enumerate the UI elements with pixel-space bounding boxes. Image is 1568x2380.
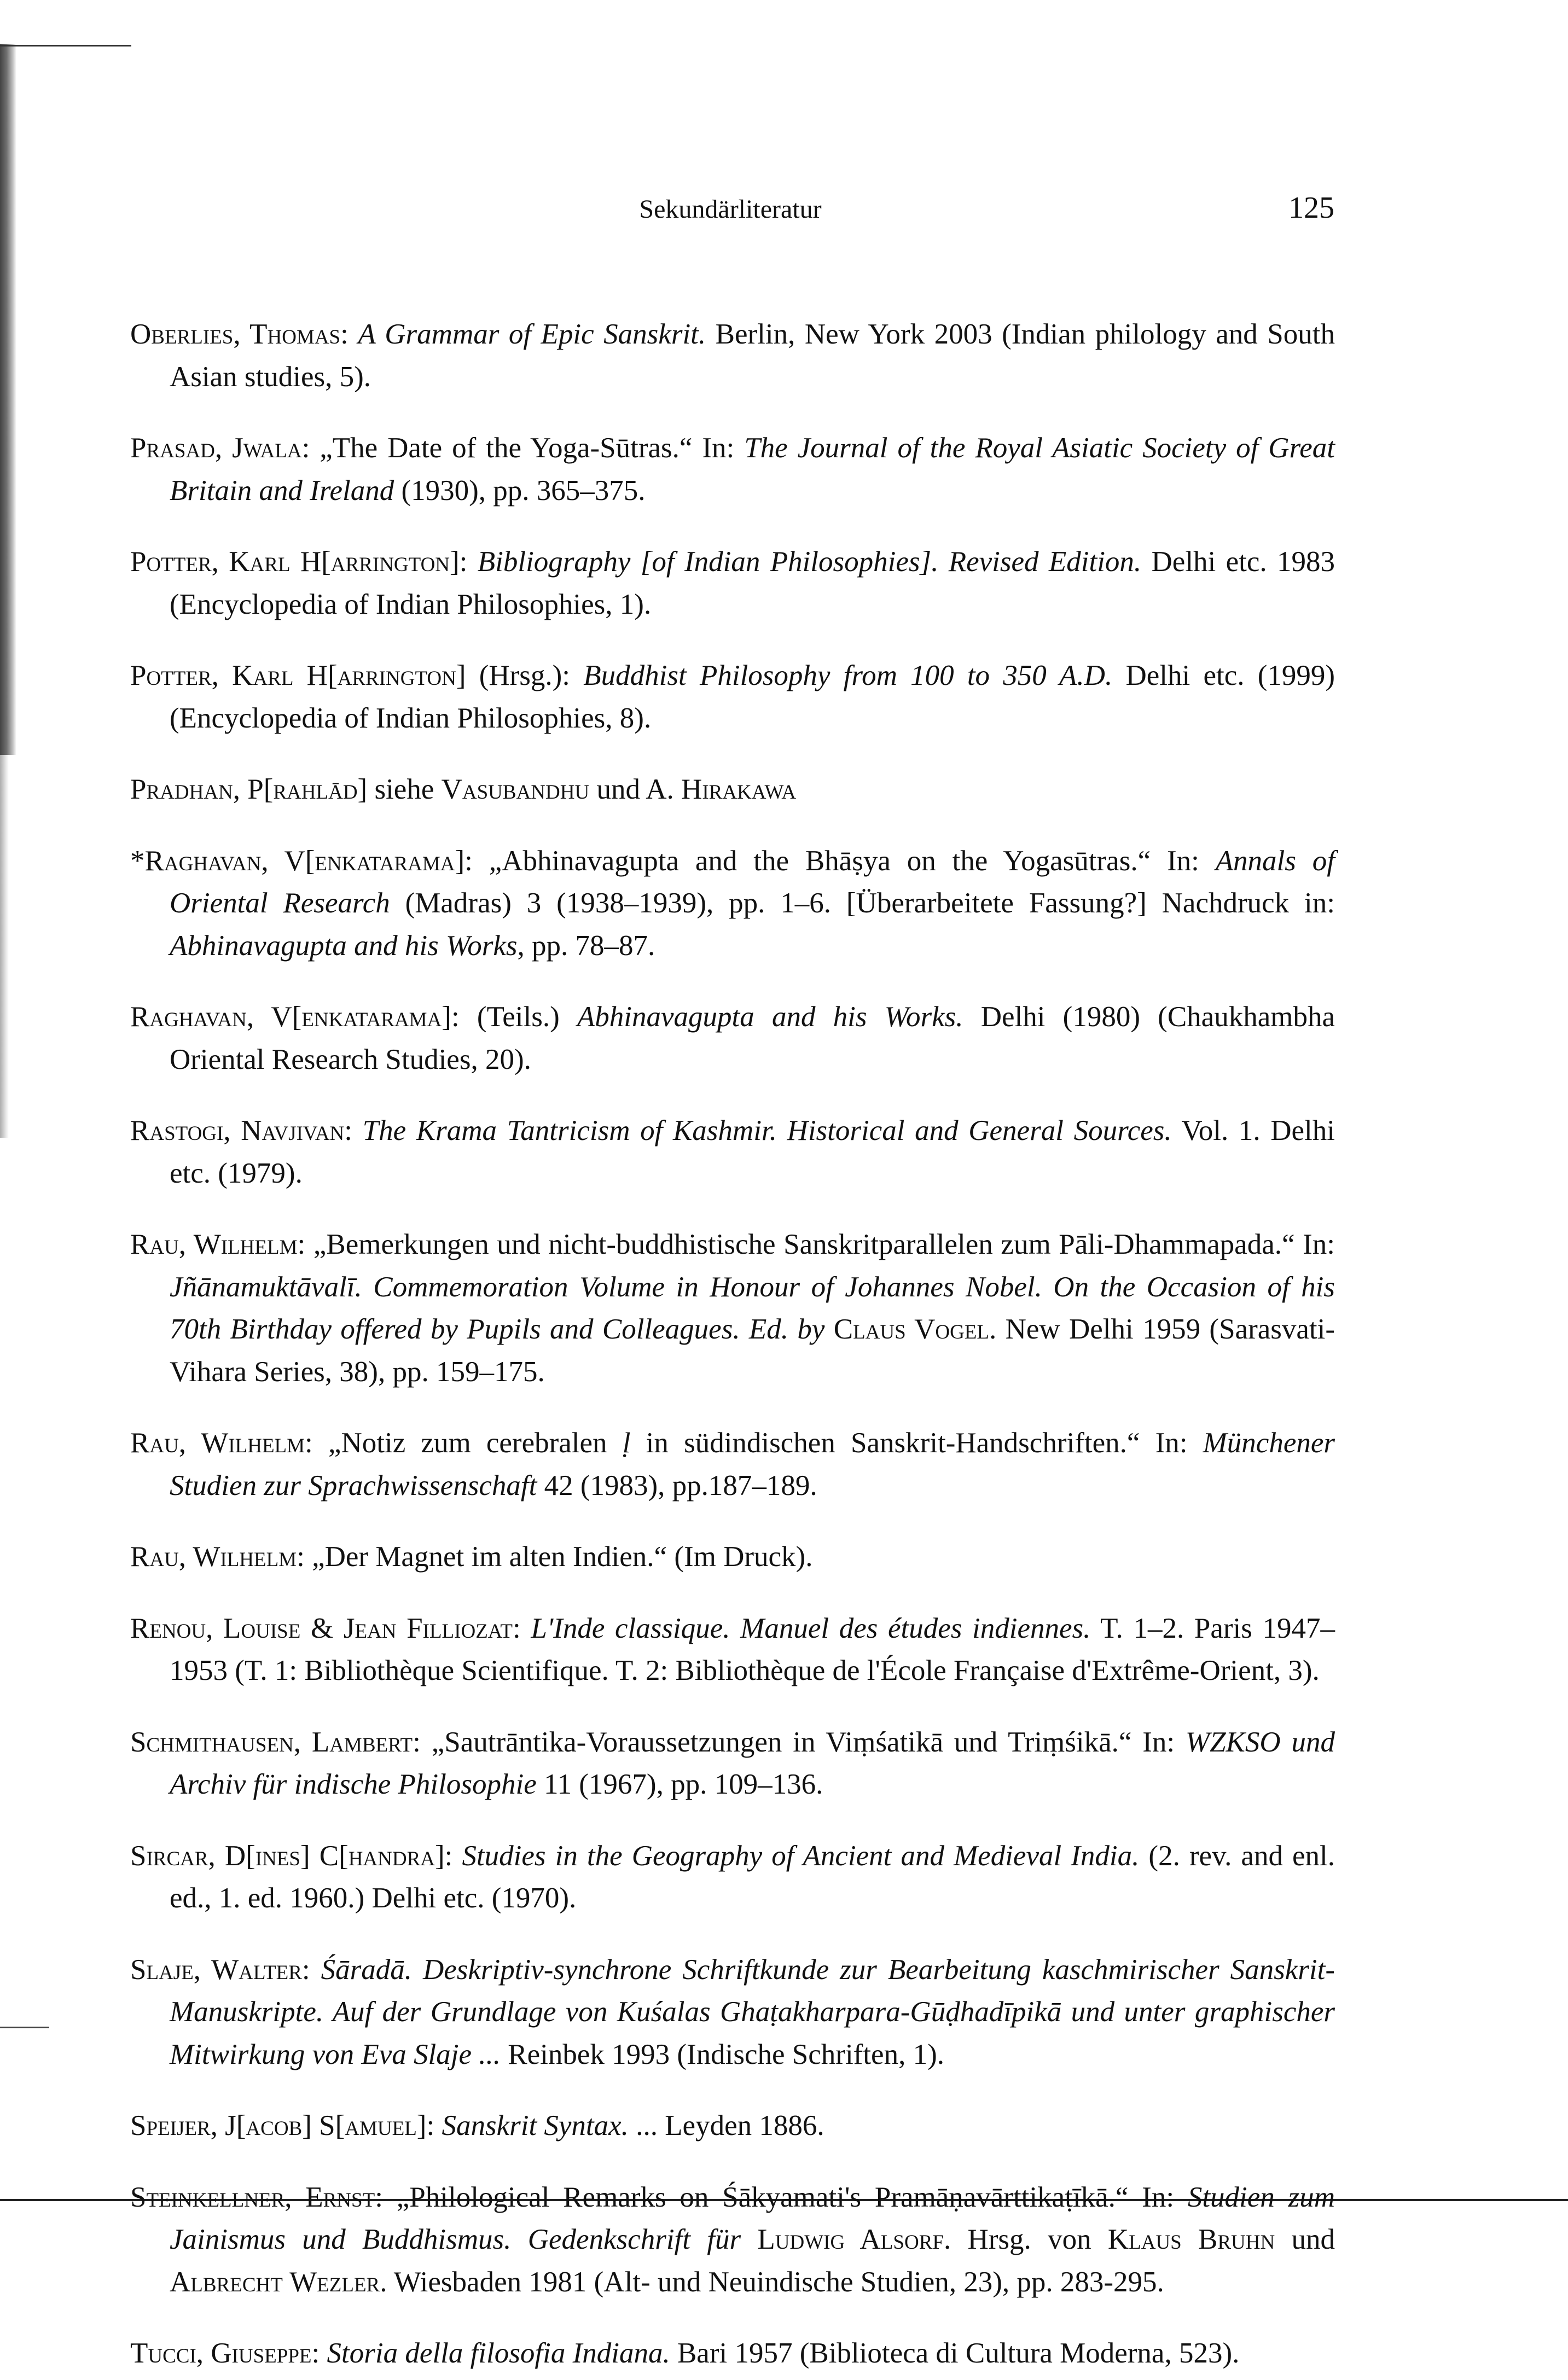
entry-text: : „Sautrāntika-Voraussetzungen in Viṃśatikā und Triṃśikā.“ In: xyxy=(413,1726,1186,1758)
author-name: Vasubandhu xyxy=(441,773,590,805)
entry-text: : „Der Magnet im alten Indien.“ (Im Druck). xyxy=(297,1541,813,1573)
work-title: Annals of Oriental Research xyxy=(170,845,1335,919)
work-title: The Journal of the Royal Asiatic Society of Great Britain and Ireland xyxy=(170,432,1335,507)
entry-text: . New Delhi 1959 (Sarasvati-Vihara Series, 38), pp. 159–175. xyxy=(170,1313,1335,1388)
author-name: Schmithausen, Lambert xyxy=(130,1726,413,1758)
bibliography-entry xyxy=(130,996,1335,1081)
entry-text xyxy=(824,1313,833,1345)
entry-text: (2. rev. and enl. ed., 1. ed. 1960.) Delhi etc. (1970). xyxy=(170,1840,1335,1914)
author-name: Rastogi, Navjivan xyxy=(130,1115,345,1147)
scan-binding-shadow-lower xyxy=(0,755,9,1138)
entry-text: Delhi etc. 1983 (Encyclopedia of Indian Philosophies, 1). xyxy=(170,546,1335,620)
entry-text: : „Abhinavagupta and the Bhāṣya on the Yogasūtras.“ In: xyxy=(464,845,1216,877)
entry-text: Berlin, New York 2003 (Indian philology and South Asian studies, 5). xyxy=(170,318,1335,393)
entry-text: . Hrsg. von xyxy=(943,2224,1108,2255)
author-name: Renou, Louise & Jean Filliozat xyxy=(130,1612,513,1644)
entry-text: . Wiesbaden 1981 (Alt- und Neuindische Studien, 23), pp. 283-295. xyxy=(380,2266,1164,2298)
bibliography-entry xyxy=(130,1224,1335,1393)
work-title: Storia della filosofia Indiana. xyxy=(327,2337,670,2369)
entry-text: : xyxy=(340,318,358,350)
work-title: Studies in the Geography of Ancient and Medieval India. xyxy=(462,1840,1140,1872)
author-name: Raghavan, V[enkatarama] xyxy=(130,1001,451,1033)
work-title: The Krama Tantricism of Kashmir. Historical and General Sources. xyxy=(362,1115,1172,1147)
bibliography-entry xyxy=(130,1949,1335,2076)
entry-text: T. 1–2. Paris 1947–1953 (T. 1: Bibliothèque Scientifique. T. 2: Bibliothèque de l'École Française d'Extrême-Orient, 3). xyxy=(170,1612,1335,1686)
bibliography-entry xyxy=(130,1835,1335,1920)
work-title: Jñānamuktāvalī. Commemoration Volume in Honour of Johannes Nobel. On the Occasion of his 70th Birthday offered by Pupils and Colleagues. Ed. by xyxy=(170,1271,1335,1345)
author-name: Potter, Karl H[arrington] xyxy=(130,660,466,691)
author-name: Claus Vogel xyxy=(833,1313,989,1345)
author-name: *Raghavan, V[enkatarama] xyxy=(130,845,465,877)
author-name: Sircar, D[ines] C[handra] xyxy=(130,1840,445,1872)
author-name: Steinkellner, Ernst xyxy=(130,2181,375,2213)
work-title: Abhinavagupta and his Works xyxy=(170,929,518,962)
entry-text: und xyxy=(1275,2224,1335,2255)
entry-text: : xyxy=(344,1115,363,1147)
entry-text: Delhi (1980) (Chaukhambha Oriental Research Studies, 20). xyxy=(170,1001,1335,1075)
entry-text: ... Leyden 1886. xyxy=(628,2110,824,2142)
work-title: L'Inde classique. Manuel des études indiennes. xyxy=(531,1612,1091,1644)
author-name: Klaus Bruhn xyxy=(1107,2224,1275,2255)
work-title: WZKSO und Archiv für indische Philosophie xyxy=(170,1726,1335,1800)
entry-text: : „Philological Remarks on Śākyamati's Pramāṇavārttikaṭīkā.“ In: xyxy=(375,2181,1188,2213)
entry-text: und A. xyxy=(589,773,682,805)
author-name: Rau, Wilhelm xyxy=(130,1427,305,1459)
entry-text: Vol. 1. Delhi etc. (1979). xyxy=(170,1115,1335,1189)
scan-binding-shadow xyxy=(0,44,16,755)
bibliography-entry xyxy=(130,769,1335,811)
author-name: Rau, Wilhelm xyxy=(130,1541,297,1573)
entry-text: : xyxy=(426,2110,442,2142)
entry-text: Delhi etc. (1999) (Encyclopedia of Indian Philosophies, 8). xyxy=(170,660,1335,734)
entry-text: : xyxy=(444,1840,462,1872)
entry-text: : „The Date of the Yoga-Sūtras.“ In: xyxy=(301,432,745,464)
entry-text: 42 (1983), pp.187–189. xyxy=(537,1469,817,1502)
bibliography-entry xyxy=(130,2105,1335,2148)
bibliography-list xyxy=(130,284,1335,2380)
work-title: Buddhist Philosophy from 100 to 350 A.D. xyxy=(583,660,1113,691)
bibliography-entry xyxy=(130,1110,1335,1195)
entry-text: : xyxy=(459,546,478,578)
entry-text: : (Teils.) xyxy=(451,1001,577,1033)
entry-text: (Hrsg.): xyxy=(466,660,584,691)
author-name: Tucci, Giuseppe xyxy=(130,2337,312,2369)
author-name: Prasad, Jwala xyxy=(130,432,302,464)
scan-corner-line xyxy=(0,45,131,46)
author-name: Potter, Karl H[arrington] xyxy=(130,546,460,578)
work-title: Abhinavagupta and his Works. xyxy=(577,1001,963,1033)
entry-text: : xyxy=(513,1612,531,1644)
entry-text: (1930), pp. 365–375. xyxy=(394,474,646,507)
entry-text: siehe xyxy=(367,773,442,805)
entry-text: 11 (1967), pp. 109–136. xyxy=(536,1768,823,1800)
author-name: Slaje, Walter xyxy=(130,1953,302,1986)
work-title: Sanskrit Syntax. xyxy=(442,2110,629,2142)
bibliography-entry xyxy=(130,1721,1335,1806)
entry-text: Bari 1957 (Biblioteca di Cultura Moderna, 523). xyxy=(670,2337,1240,2369)
work-title: Münchener Studien zur Sprachwissenschaft xyxy=(170,1427,1335,1502)
bibliography-entry xyxy=(130,1536,1335,1579)
author-name: Oberlies, Thomas xyxy=(130,318,341,350)
author-name: Speijer, J[acob] S[amuel] xyxy=(130,2110,427,2142)
bibliography-entry xyxy=(130,541,1335,626)
bibliography-entry xyxy=(130,427,1335,512)
entry-text: , pp. 78–87. xyxy=(517,929,655,962)
scan-margin-mark xyxy=(0,2027,49,2028)
running-head: Sekundärliteratur xyxy=(639,195,822,224)
entry-text: : xyxy=(301,1953,321,1986)
author-name: Albrecht Wezler xyxy=(170,2266,380,2298)
entry-text: : „Notiz zum cerebralen xyxy=(305,1427,623,1459)
bibliography-entry xyxy=(130,313,1335,398)
author-name: Hirakawa xyxy=(681,773,797,805)
bibliography-entry xyxy=(130,840,1335,968)
work-title: Studien zum Jainismus und Buddhismus. Gedenkschrift für xyxy=(170,2181,1335,2255)
bibliography-entry xyxy=(130,1608,1335,1692)
entry-text: : „Bemerkungen und nicht-buddhistische Sanskritparallelen zum Pāli-Dhammapada.“ In: xyxy=(297,1229,1335,1260)
page-number: 125 xyxy=(1288,191,1334,225)
work-title: ḷ xyxy=(622,1427,631,1459)
bibliography-entry xyxy=(130,2332,1335,2375)
bibliography-entry xyxy=(130,2177,1335,2304)
work-title: A Grammar of Epic Sanskrit. xyxy=(358,318,706,350)
entry-text: : xyxy=(311,2337,327,2369)
bibliography-entry xyxy=(130,655,1335,740)
author-name: Rau, Wilhelm xyxy=(130,1229,298,1260)
bibliography-entry xyxy=(130,1422,1335,1507)
work-title: Śāradā. Deskriptiv-synchrone Schriftkunde zur Bearbeitung kaschmirischer Sanskrit-Manuskripte. Auf der Grundlage von Kuśalas Ghaṭakharpara-Gūḍhadīpikā und unter graphischer Mitwirkung von Eva Slaje ... xyxy=(170,1953,1335,2070)
work-title: Bibliography [of Indian Philosophies]. Revised Edition. xyxy=(477,546,1142,578)
author-name: Pradhan, P[rahlād] xyxy=(130,773,368,805)
author-name: Ludwig Alsorf xyxy=(757,2224,944,2255)
entry-text: Reinbek 1993 (Indische Schriften, 1). xyxy=(500,2038,944,2070)
entry-text: (Madras) 3 (1938–1939), pp. 1–6. [Überarbeitete Fassung?] Nachdruck in: xyxy=(390,887,1335,919)
entry-text xyxy=(741,2224,757,2255)
entry-text: in südindischen Sanskrit-Handschriften.“ In: xyxy=(630,1427,1203,1459)
